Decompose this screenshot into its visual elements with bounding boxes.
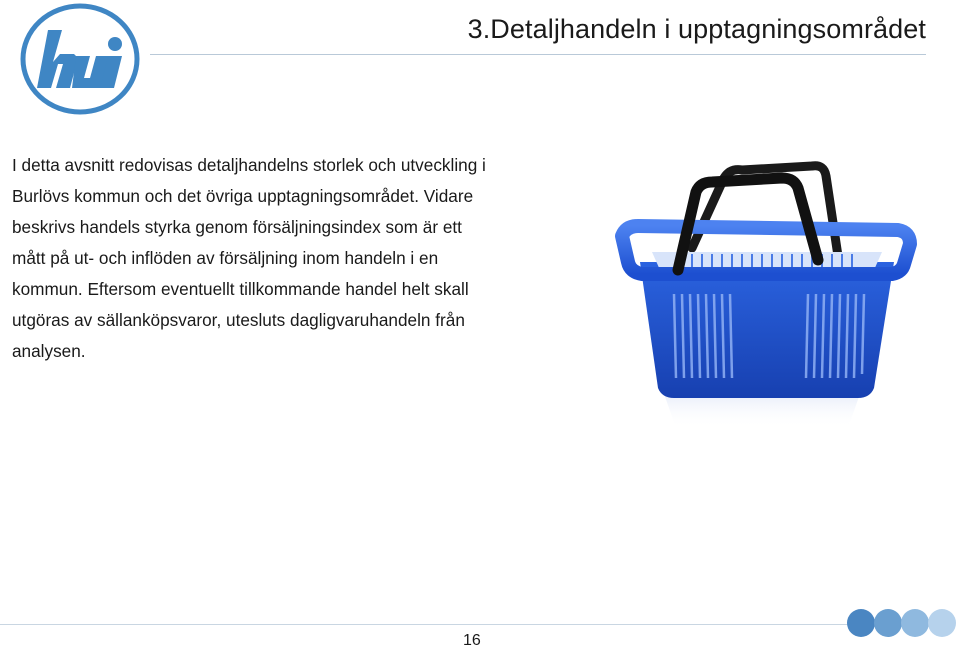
page-title: 3.Detaljhandeln i upptagningsområdet	[467, 14, 926, 44]
footer-divider	[0, 624, 854, 625]
body-line: mått på ut- och inflöden av försäljning inom handeln i en	[12, 248, 439, 268]
body-line: analysen.	[12, 341, 86, 361]
shopping-basket-icon	[612, 152, 918, 436]
title-divider	[150, 54, 926, 55]
hui-logo	[18, 2, 142, 116]
dot	[847, 609, 875, 637]
body-line: Burlövs kommun och det övriga upptagningsområdet. Vidare	[12, 186, 474, 206]
page-number: 16	[463, 632, 481, 649]
body-line: I detta avsnitt redovisas detaljhandelns storlek och utveckling i	[12, 155, 486, 175]
body-line: utgöras av sällanköpsvaror, utesluts dagligvaruhandeln från	[12, 310, 465, 330]
dot	[901, 609, 929, 637]
dot	[874, 609, 902, 637]
decorative-dots	[844, 607, 960, 639]
body-line: kommun. Eftersom eventuellt tillkommande handel helt skall	[12, 279, 469, 299]
body-paragraph	[12, 150, 572, 367]
dot	[928, 609, 956, 637]
body-line: beskrivs handels styrka genom försäljningsindex som är ett	[12, 217, 462, 237]
